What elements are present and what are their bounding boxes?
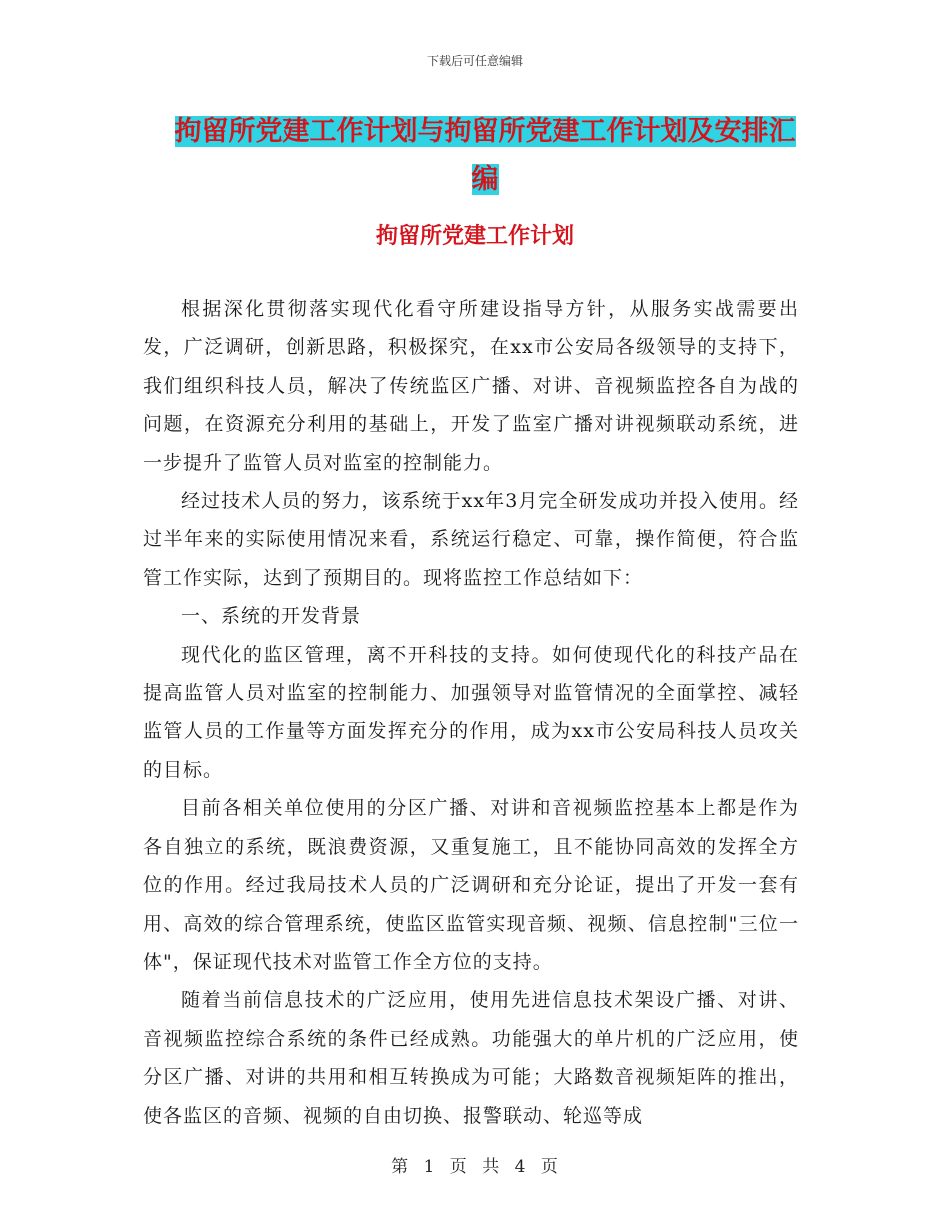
paragraph-2: 经过技术人员的努力，该系统于xx年3月完全研发成功并投入使用。经过半年来的实际使用情况来看，系统运行稳定、可靠，操作简便，符合监管工作实际，达到了预期目的。现将监控工作总结如下： (143, 490, 799, 589)
footer-label-unit: 页 (449, 1157, 468, 1177)
page-header-note: 下载后可任意编辑 (426, 54, 523, 68)
footer-total-pages: 4 (514, 1157, 527, 1177)
section-title: 拘留所党建工作计划 (375, 223, 574, 249)
footer-label-total: 共 (482, 1157, 501, 1177)
footer-label-page: 第 (391, 1157, 410, 1177)
document-title-line-2: 编 (471, 164, 499, 195)
section-heading-background: 一、系统的开发背景 (181, 605, 362, 628)
page-footer (0, 1152, 950, 1177)
document-title (140, 108, 830, 204)
footer-current-page: 1 (423, 1157, 436, 1177)
document-body (143, 290, 799, 1135)
document-title-line-1: 拘留所党建工作计划与拘留所党建工作计划及安排汇 (174, 116, 796, 147)
paragraph-5: 随着当前信息技术的广泛应用，使用先进信息技术架设广播、对讲、音视频监控综合系统的条件已经成熟。功能强大的单片机的广泛应用，使分区广播、对讲的共用和相互转换成为可能；大路数音视频矩阵的推出，使各监区的音频、视频的自由切换、报警联动、轮巡等成 (143, 989, 799, 1127)
footer-label-unit-2: 页 (540, 1157, 559, 1177)
paragraph-3: 现代化的监区管理，离不开科技的支持。如何使现代化的科技产品在提高监管人员对监室的控制能力、加强领导对监管情况的全面掌控、减轻监管人员的工作量等方面发挥充分的作用，成为xx市公安局科技人员攻关的目标。 (143, 643, 799, 781)
paragraph-1: 根据深化贯彻落实现代化看守所建设指导方针，从服务实战需要出发，广泛调研，创新思路，积极探究，在xx市公安局各级领导的支持下，我们组织科技人员，解决了传统监区广播、对讲、音视频监控各自为战的问题，在资源充分利用的基础上，开发了监室广播对讲视频联动系统，进一步提升了监管人员对监室的控制能力。 (143, 298, 799, 474)
paragraph-4: 目前各相关单位使用的分区广播、对讲和音视频监控基本上都是作为各自独立的系统，既浪费资源，又重复施工，且不能协同高效的发挥全方位的作用。经过我局技术人员的广泛调研和充分论证，提出了开发一套有用、高效的综合管理系统，使监区监管实现音频、视频、信息控制"三位一体"，保证现代技术对监管工作全方位的支持。 (143, 797, 799, 973)
